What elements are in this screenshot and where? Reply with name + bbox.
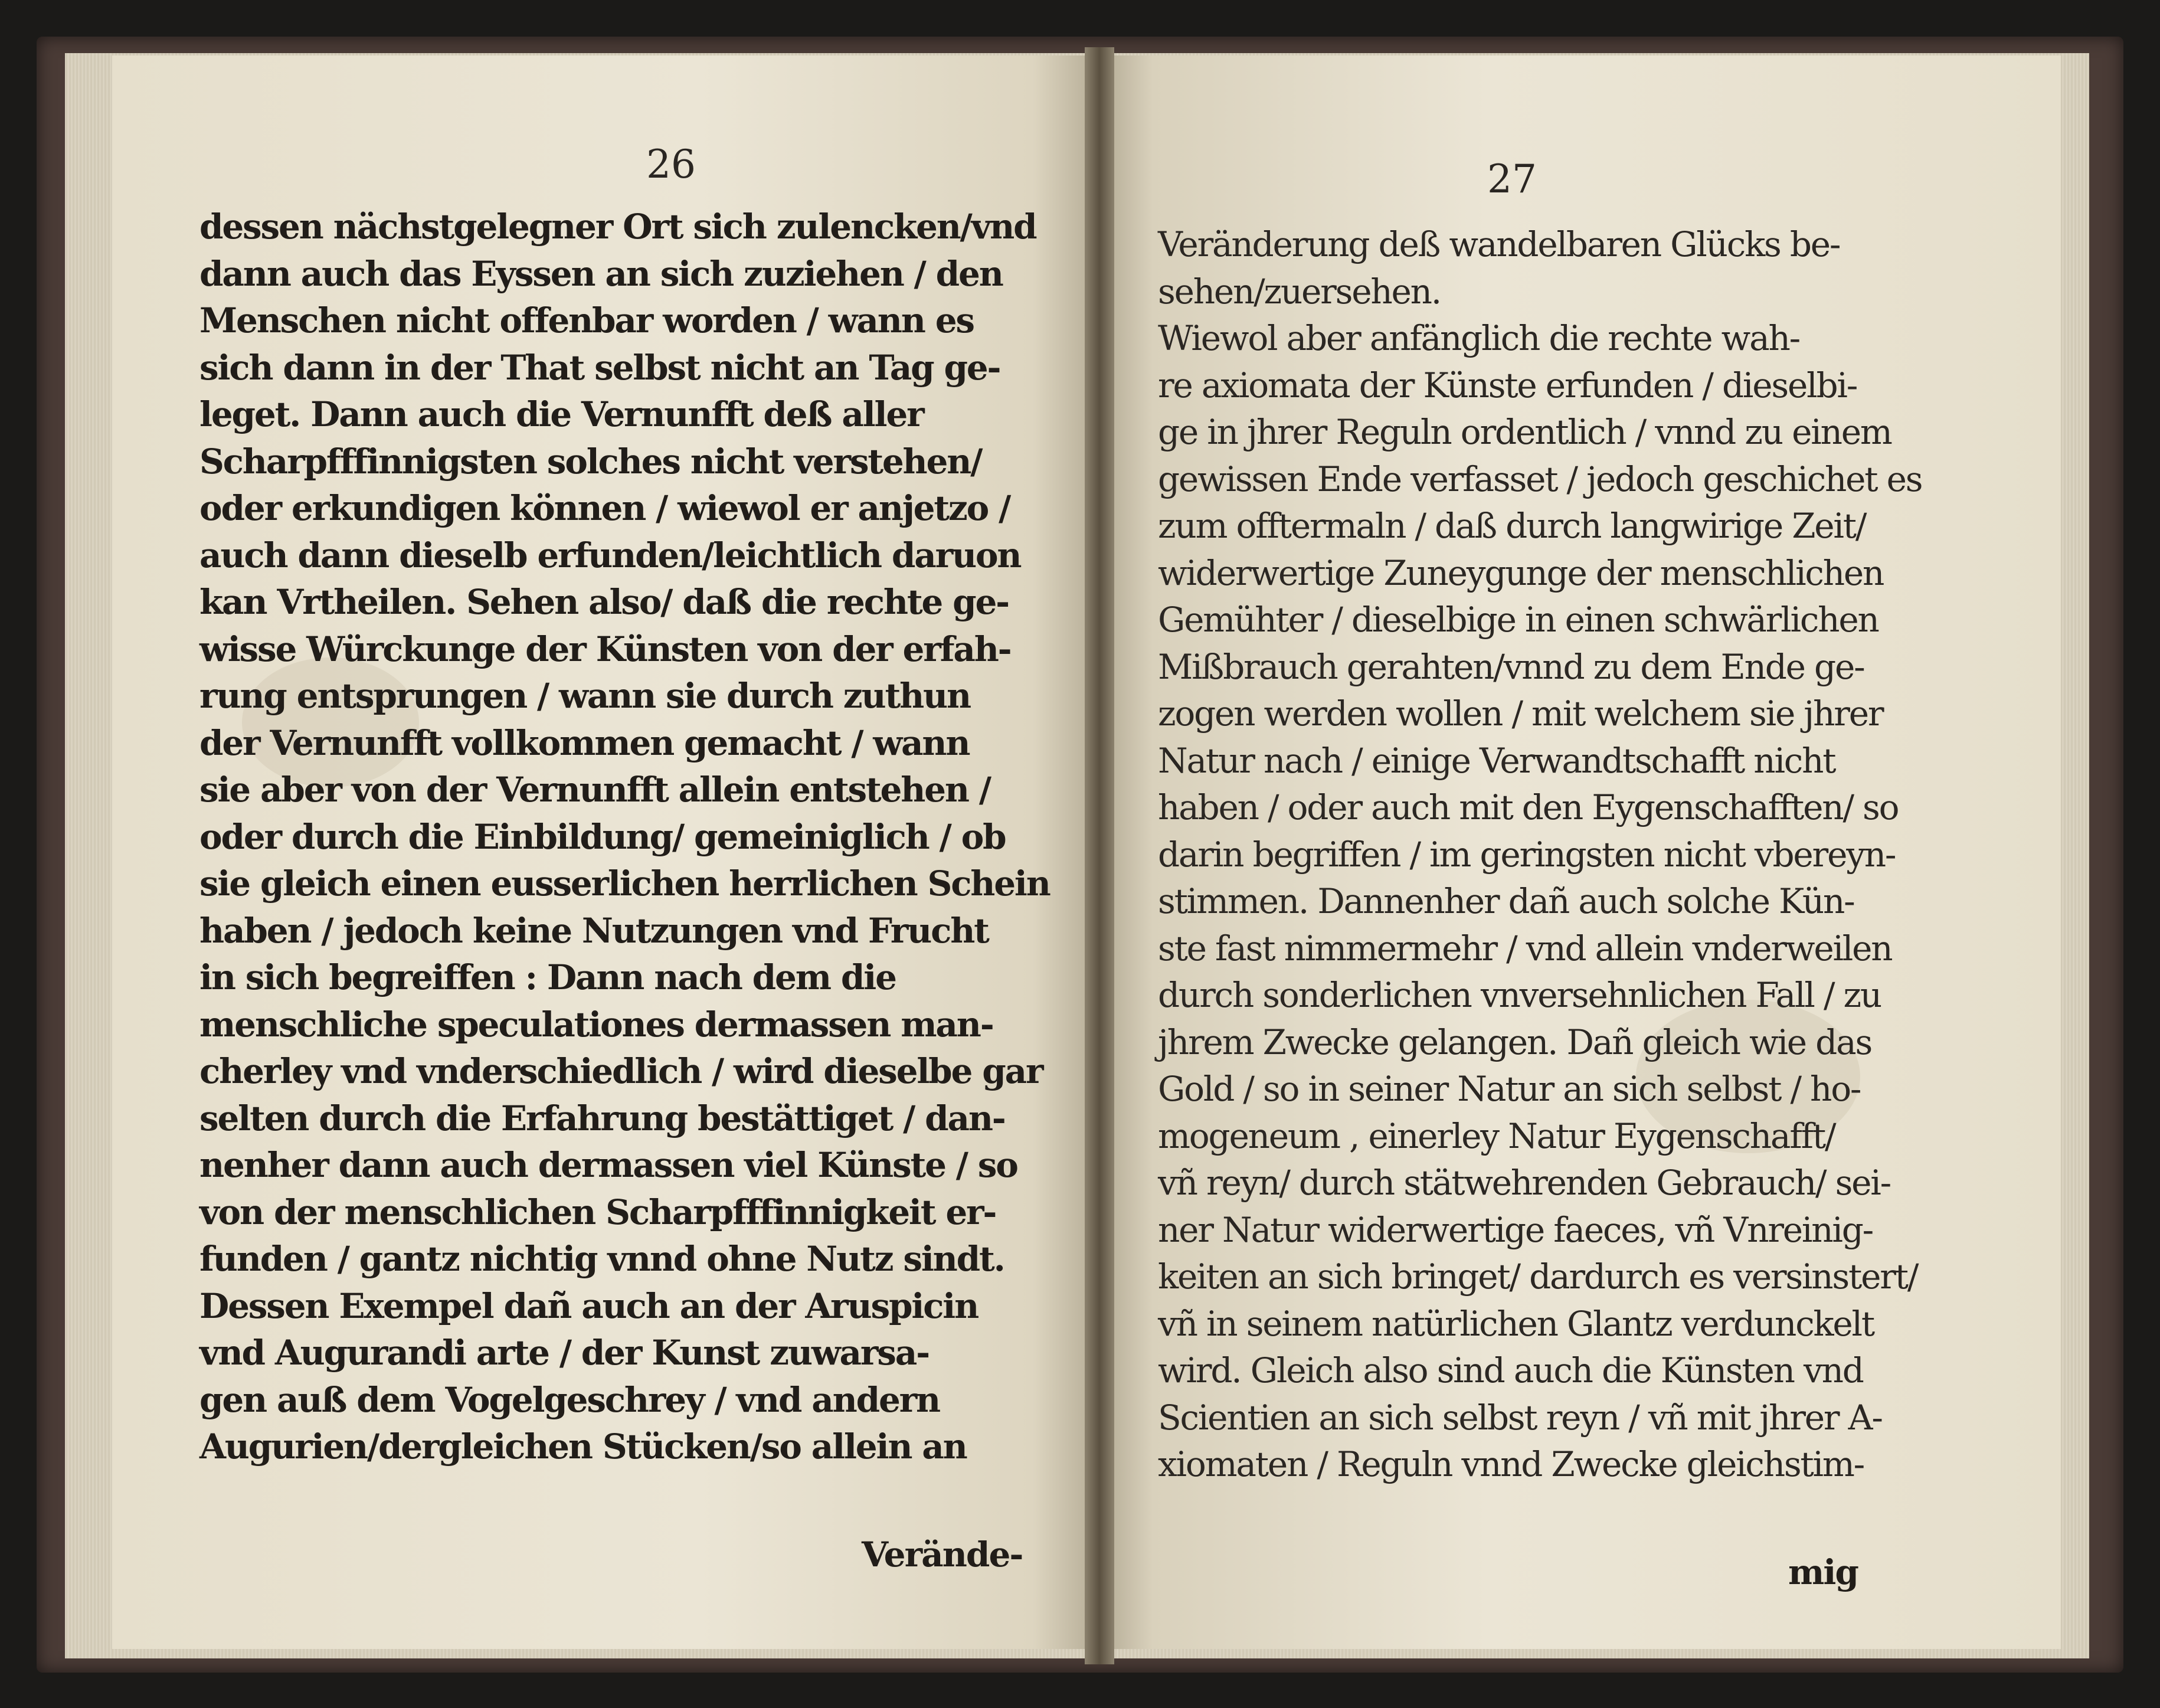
left-page-text-line: leget. Dann auch die Vernunfft deß aller — [199, 394, 924, 434]
right-page-text-line: Gemühter / dieselbige in einen schwärlichen — [1158, 600, 1878, 640]
right-page-text-line: jhrem Zwecke gelangen. Dañ gleich wie das — [1158, 1022, 1872, 1062]
left-page-number: 26 — [646, 142, 696, 187]
left-page-text-line: gen auß dem Vogelgeschrey / vnd andern — [199, 1379, 940, 1420]
right-page-text-line: gewissen Ende verfasset / jedoch geschichet es — [1158, 459, 1922, 499]
right-page-number: 27 — [1487, 156, 1537, 202]
left-page-text-line: von der menschlichen Scharpfffinnigkeit er- — [199, 1192, 996, 1232]
right-page-text-line: haben / oder auch mit den Eygenschafften/ so — [1158, 787, 1899, 827]
right-page-text-line: Mißbrauch gerahten/vnnd zu dem Ende ge- — [1158, 646, 1864, 687]
left-page-text-line: dann auch das Eyssen an sich zuziehen / den — [199, 253, 1003, 294]
right-page-text-line: Gold / so in seiner Natur an sich selbst / ho- — [1158, 1069, 1861, 1109]
right-page-text-line: vñ in seinem natürlichen Glantz verdunckelt — [1158, 1303, 1874, 1344]
left-page-text-line: Menschen nicht offenbar worden / wann es — [199, 300, 974, 341]
left-page-text-line: wisse Würckunge der Künsten von der erfah- — [199, 629, 1011, 669]
right-page-text-line: Natur nach / einige Verwandtschafft nicht — [1158, 740, 1835, 781]
right-page-text-line: ge in jhrer Reguln ordentlich / vnnd zu einem — [1158, 412, 1891, 452]
right-page-text-line: keiten an sich bringet/ dardurch es versinstert/ — [1158, 1257, 1918, 1297]
left-page-text-line: cherley vnd vnderschiedlich / wird dieselbe gar — [199, 1051, 1043, 1091]
left-page-text-line: sich dann in der That selbst nicht an Tag ge- — [199, 347, 1000, 388]
right-page-text-line: re axiomata der Künste erfunden / dieselbi- — [1158, 365, 1857, 405]
left-page-text-line: dessen nächstgelegner Ort sich zulencken/vnd — [199, 207, 1036, 247]
right-page-text-line: Veränderung deß wandelbaren Glücks be- — [1158, 224, 1840, 264]
right-page-text-line: widerwertige Zuneygunge der menschlichen — [1158, 552, 1884, 593]
left-page-text-line: sie gleich einen eusserlichen herrlichen Schein — [199, 863, 1050, 904]
left-page-text-line: Scharpfffinnigsten solches nicht verstehen/ — [199, 441, 982, 482]
left-catchword: Verände- — [862, 1534, 1023, 1575]
right-page-text-line: mogeneum , einerley Natur Eygenschafft/ — [1158, 1115, 1835, 1156]
left-page-text-line: selten durch die Erfahrung bestättiget / dan- — [199, 1098, 1005, 1138]
right-page-text-line: zogen werden wollen / mit welchem sie jhrer — [1158, 693, 1883, 734]
right-page-text-line: sehen/zuersehen. — [1158, 271, 1441, 312]
book-gutter — [1085, 47, 1114, 1664]
right-page-text-line: wird. Gleich also sind auch die Künsten vnd — [1158, 1350, 1863, 1390]
left-page-text-line: der Vernunfft vollkommen gemacht / wann — [199, 722, 970, 763]
left-page-text-line: oder erkundigen können / wiewol er anjetzo / — [199, 488, 1010, 528]
right-page-text-line: ner Natur widerwertige faeces, vñ Vnreinig- — [1158, 1209, 1873, 1250]
left-page-text-line: kan Vrtheilen. Sehen also/ daß die rechte ge- — [199, 582, 1009, 622]
left-page-text-line: Dessen Exempel dañ auch an der Aruspicin — [199, 1285, 978, 1326]
left-page-text-line: oder durch die Einbildung/ gemeiniglich / ob — [199, 816, 1006, 857]
right-page-text — [1158, 221, 1922, 1488]
right-page-text-line: Wiewol aber anfänglich die rechte wah- — [1158, 318, 1800, 358]
left-page-text-line: in sich begreiffen : Dann nach dem die — [199, 957, 896, 997]
left-page-text-line: sie aber von der Vernunfft allein entstehen / — [199, 770, 990, 810]
left-page-text-line: rung entsprungen / wann sie durch zuthun — [199, 676, 970, 716]
right-page-text-line: durch sonderlichen vnversehnlichen Fall / zu — [1158, 975, 1881, 1015]
left-page-text — [199, 204, 1050, 1471]
left-page-text-line: Augurien/dergleichen Stücken/so allein an — [199, 1426, 967, 1467]
left-page-text-line: nenher dann auch dermassen viel Künste / so — [199, 1145, 1017, 1185]
left-page-text-line: haben / jedoch keine Nutzungen vnd Frucht — [199, 910, 989, 951]
left-page-text-line: menschliche speculationes dermassen man- — [199, 1004, 993, 1045]
left-page-text-line: auch dann dieselb erfunden/leichtlich daruon — [199, 535, 1021, 575]
right-page-text-line: stimmen. Dannenher dañ auch solche Kün- — [1158, 881, 1854, 921]
left-page-text-line: vnd Augurandi arte / der Kunst zuwarsa- — [199, 1333, 929, 1373]
right-page-text-line: darin begriffen / im geringsten nicht vbereyn- — [1158, 834, 1896, 875]
right-page-text-line: vñ reyn/ durch stätwehrenden Gebrauch/ sei- — [1158, 1163, 1891, 1203]
right-catchword: mig — [1788, 1552, 1858, 1592]
right-page-text-line: zum offtermaln / daß durch langwirige Zeit/ — [1158, 506, 1866, 546]
left-page-text-line: funden / gantz nichtig vnnd ohne Nutz sindt. — [199, 1239, 1004, 1279]
right-page-text-line: xiomaten / Reguln vnnd Zwecke gleichstim- — [1158, 1444, 1864, 1484]
right-page-text-line: Scientien an sich selbst reyn / vñ mit jhrer A- — [1158, 1397, 1882, 1438]
right-page-text-line: ste fast nimmermehr / vnd allein vnderweilen — [1158, 928, 1892, 968]
